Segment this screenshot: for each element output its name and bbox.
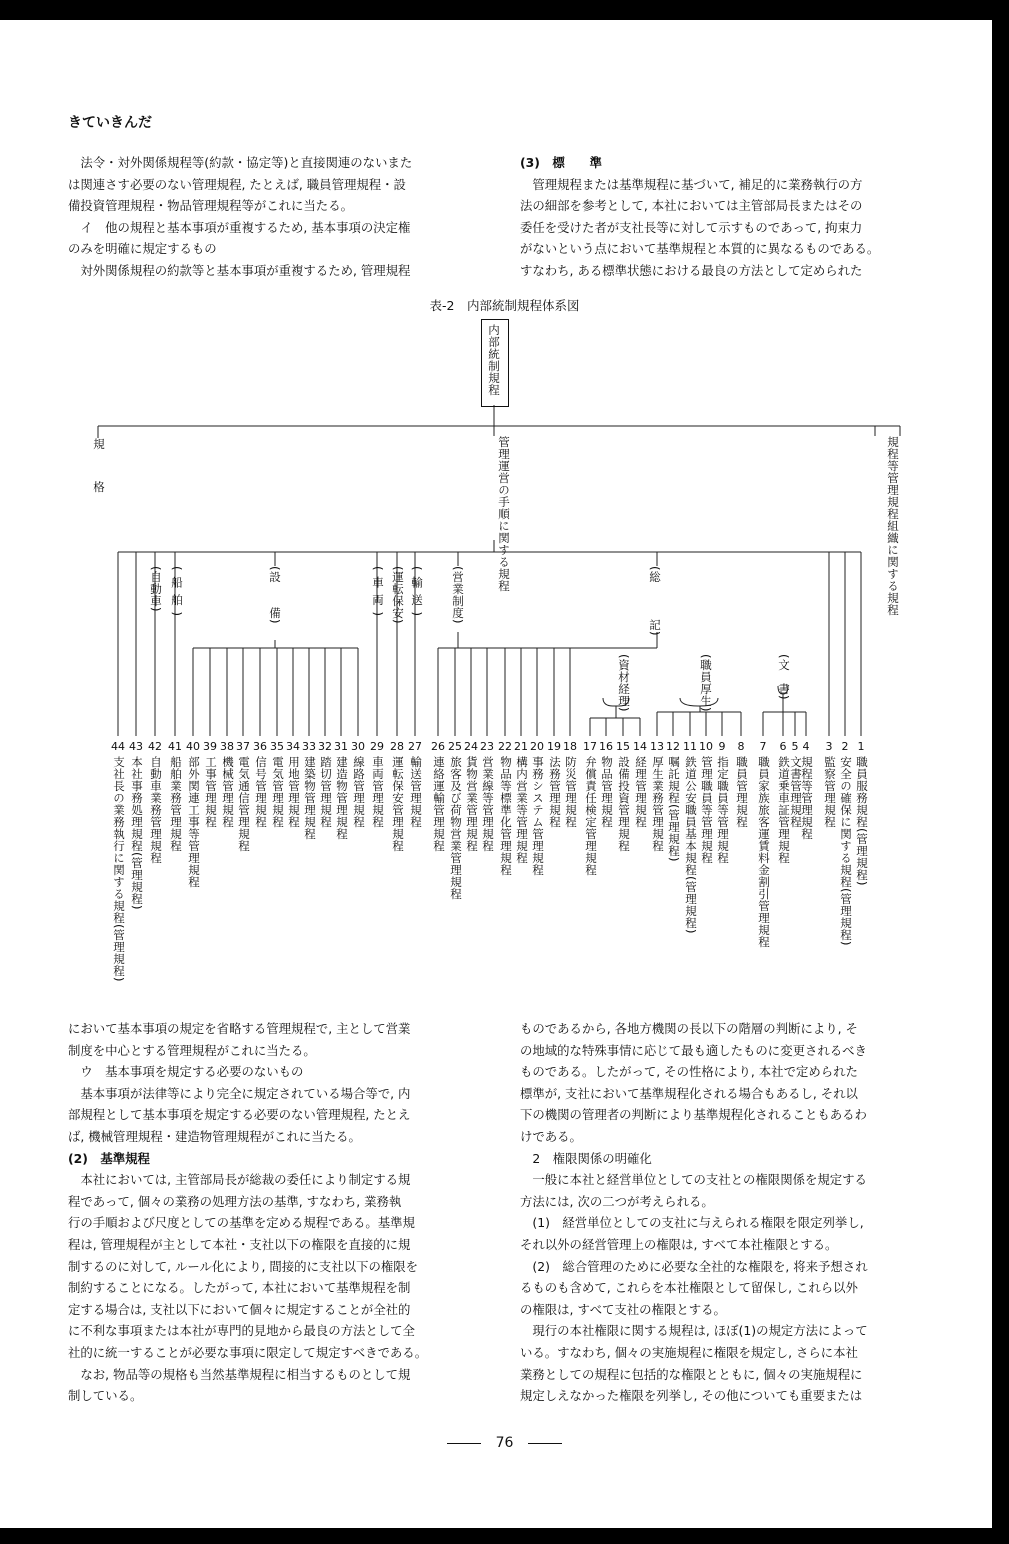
bottom-right-column [520,1018,868,1407]
leaf-label: 物品等標準化管理規程 [499,756,513,876]
leaf-label: 設備投資管理規程 [617,756,631,852]
leaf-number: 10 [699,740,713,753]
leaf-label: 建築物管理規程 [303,756,317,840]
leaf-label: 用地管理規程 [287,756,301,828]
leaf-number: 39 [203,740,217,753]
leaf-number: 15 [616,740,630,753]
leaf-label: 事務システム管理規程 [531,756,545,876]
group-yuso: (輸送) [410,566,424,622]
leaf-label: 監察管理規程 [823,756,837,828]
leaf-label: 構内営業等管理規程 [515,756,529,864]
group-unten: (運転保安) [391,566,405,624]
leaf-label: 運転保安管理規程 [391,756,405,852]
leaf-number: 44 [111,740,125,753]
section-heading: (2) 基準規程 [68,1150,150,1166]
group-sharyo: (車両) [371,566,385,622]
leaf-label: 安全の確保に関する規程(管理規程) [839,756,853,946]
text-line: 標準が, 支社において基準規程化される場合もあるし, それ以 [520,1085,858,1101]
page-number-rule-right [528,1443,562,1444]
text-line: ものである。したがって, その性格により, 本社で定められた [520,1064,858,1080]
text-line: のみを明確に規定するもの [68,241,217,257]
root-label: 内部統制規程 [487,324,501,396]
page-number: 76 [495,1435,514,1451]
leaf-label: 踏切管理規程 [319,756,333,828]
text-line: 制度を中心とする管理規程がこれに当たる。 [68,1042,316,1058]
leaf-label: 船舶業務管理規程 [169,756,183,852]
leaf-label: 本社事務処理規程(管理規程) [130,756,144,910]
leaf-number: 4 [802,740,810,753]
leaf-number: 35 [270,740,284,753]
leaf-number: 21 [514,740,528,753]
page-number-row [0,1435,1009,1451]
leaf-label: 旅客及び荷物営業管理規程 [449,756,463,900]
group-shokuin: (職員厚生) [699,654,713,712]
leaf-label: 機械管理規程 [221,756,235,828]
leaf-number: 18 [563,740,577,753]
leaf-number: 9 [718,740,726,753]
text-line: 制するのに対して, ルール化により, 間接的に支社以下の権限を [68,1258,419,1274]
text-line: 定する場合は, 支社以下において個々に規定することが全社的 [68,1301,411,1317]
leaf-label: 経理管理規程 [634,756,648,828]
leaf-label: 指定職員等管理規程 [716,756,730,864]
leaf-label: 職員服務規程(管理規程) [855,756,869,886]
text-line: 一般に本社と経営単位としての支社との権限関係を規定する [520,1172,867,1188]
text-line: に不利な事項または本社が専門的見地から最良の方法として全 [68,1323,415,1339]
text-line: それ以外の経営管理上の権限は, すべて本社権限とする。 [520,1236,838,1252]
text-line: なお, 物品等の規格も当然基準規程に相当するものとして規 [68,1366,411,1382]
text-line: 制約することになる。したがって, 本社において基準規程を制 [68,1280,411,1296]
text-line: イ 他の規程と基本事項が重複するため, 基本事項の決定権 [68,219,411,235]
group-eigyo: (営業制度) [451,566,465,624]
text-line: 委任を受けた者が支社長等に対して示すものであって, 拘束力 [520,219,863,235]
leaf-number: 22 [498,740,512,753]
leaf-number: 13 [650,740,664,753]
leaf-number: 28 [390,740,404,753]
leaf-number: 11 [683,740,697,753]
text-line: けである。 [520,1128,582,1144]
text-line: 制している。 [68,1388,143,1404]
group-bunsho: (文 書) [777,654,791,700]
text-line: 程は, 管理規程が主として本社・支社以下の権限を直接的に規 [68,1236,411,1252]
leaf-label: 鉄道乗車証管理規程 [777,756,791,864]
leaf-label: 貨物営業管理規程 [465,756,479,852]
text-line: 法令・対外関係規程等(約款・協定等)と直接関連のないまた [68,155,413,170]
leaf-number: 25 [448,740,462,753]
text-line: 下の機関の管理者の判断により基準規程化されることもあるわ [520,1107,867,1123]
leaf-number: 12 [666,740,680,753]
page-number-rule-left [447,1443,481,1444]
text-line: 対外関係規程の約款等と基本事項が重複するため, 管理規程 [68,262,411,278]
leaf-number: 36 [253,740,267,753]
text-line: 部規程として基本事項を規定する必要のない管理規程, たとえ [68,1107,411,1123]
text-line: において基本事項の規定を省略する管理規程で, 主として営業 [68,1021,411,1036]
text-line: 管理規程または基準規程に基づいて, 補足的に業務執行の方 [520,176,863,192]
leaf-number: 37 [236,740,250,753]
leaf-number: 32 [318,740,332,753]
leaf-label: 線路管理規程 [352,756,366,828]
text-line: 方法には, 次の二つが考えられる。 [520,1193,714,1209]
diagram-caption: 表-2 内部統制規程体系図 [429,298,580,313]
branch-kikaku: 規 格 [92,438,106,503]
text-line: 2 権限関係の明確化 [520,1150,652,1166]
leaf-number: 27 [408,740,422,753]
text-line: 社的に統一することが必要な事項に限定して規定すべきである。 [68,1344,428,1360]
leaf-label: 自動車業務管理規程 [149,756,163,864]
text-line: 規定しえなかった権限を列挙し, その他についても重要または [520,1388,863,1404]
text-line: ものであるから, 各地方機関の長以下の階層の判断により, そ [520,1021,858,1036]
leaf-label: 営業線等管理規程 [481,756,495,852]
text-line: 法の細部を参考として, 本社においては主管部局長またはその [520,198,863,214]
leaf-number: 23 [480,740,494,753]
text-line: ウ 基本事項を規定する必要のないもの [68,1064,304,1080]
leaf-label: 厚生業務管理規程 [651,756,665,852]
text-line: ば, 機械管理規程・建造物管理規程がこれに当たる。 [68,1128,361,1144]
leaf-label: 建造物管理規程 [335,756,349,840]
text-line: は関連さす必要のない管理規程, たとえば, 職員管理規程・設 [68,176,406,192]
leaf-number: 16 [599,740,613,753]
branch-kanri: 管理運営の手順に関する規程 [497,436,511,592]
group-senpaku: (船舶) [170,566,184,622]
leaf-number: 20 [530,740,544,753]
leaf-label: 弁償責任検定管理規程 [584,756,598,876]
text-line: 現行の本社権限に関する規程は, ほぼ(1)の規定方法によって [520,1323,868,1339]
text-line: の権限は, すべて支社の権限とする。 [520,1301,726,1317]
leaf-number: 42 [148,740,162,753]
text-line: 備投資管理規程・物品管理規程等がこれに当たる。 [68,198,353,214]
leaf-number: 31 [334,740,348,753]
leaf-number: 24 [464,740,478,753]
bottom-left-column [68,1018,427,1407]
leaf-label: 職員家族旅客運賃料金割引管理規程 [757,756,771,948]
leaf-label: 文書管理規程 [789,756,803,828]
leaf-label: 防災管理規程 [564,756,578,828]
leaf-number: 33 [302,740,316,753]
section-heading: (3) 標 準 [520,155,602,170]
leaf-label: 輸送管理規程 [409,756,423,828]
leaf-number: 30 [351,740,365,753]
leaf-number: 34 [286,740,300,753]
leaf-label: 支社長の業務執行に関する規程(管理規程) [112,756,126,982]
branch-soshiki: 規程等管理規程組織に関する規程 [886,436,900,616]
text-line: 本社においては, 主管部局長が総裁の委任により制定する規 [68,1172,411,1188]
leaf-number: 7 [759,740,767,753]
leaf-number: 8 [737,740,745,753]
leaf-label: 鉄道公安職員基本規程(管理規程) [684,756,698,934]
leaf-label: 工事管理規程 [204,756,218,828]
leaf-number: 41 [168,740,182,753]
leaf-number: 2 [841,740,849,753]
leaf-label: 連絡運輸管理規程 [432,756,446,852]
leaf-number: 17 [583,740,597,753]
text-line: (1) 経営単位としての支社に与えられる権限を限定列挙し, [520,1215,864,1231]
leaf-number: 1 [857,740,865,753]
leaf-number: 43 [129,740,143,753]
text-line: の地域的な特殊事情に応じて最も適したものに変更されるべき [520,1042,867,1058]
leaf-number: 5 [791,740,799,753]
leaf-label: 職員管理規程 [735,756,749,828]
leaf-number: 14 [633,740,647,753]
group-soki: (総 記) [648,566,662,636]
text-line: 行の手順および尺度としての基準を定める規程である。基準規 [68,1215,415,1231]
text-line: 基本事項が法律等により完全に規定されている場合等で, 内 [68,1085,411,1101]
text-line: すなわち, ある標準状態における最良の方法として定められた [520,262,863,278]
text-line: がないという点において基準規程と本質的に異なるものである。 [520,241,880,257]
leaf-number: 38 [220,740,234,753]
text-line: 程であって, 個々の業務の処理方法の基準, すなわち, 業務執 [68,1193,402,1209]
text-line: (2) 総合管理のために必要な全社的な権限を, 将来予想され [520,1258,868,1274]
group-setsubi: (設 備) [268,566,282,624]
leaf-label: 規程等管理規程 [800,756,814,840]
leaf-label: 部外関連工事等管理規程 [187,756,201,888]
text-line: いる。すなわち, 個々の実施規程に権限を規定し, さらに本社 [520,1344,858,1360]
leaf-label: 電気管理規程 [271,756,285,828]
leaf-number: 29 [370,740,384,753]
leaf-label: 信号管理規程 [254,756,268,828]
leaf-label: 電気通信管理規程 [237,756,251,852]
leaf-label: 法務管理規程 [548,756,562,828]
text-line: 業務としての規程に包括的な権限とともに, 個々の実施規程に [520,1366,863,1382]
group-shizai: (資材経理) [617,654,631,712]
group-jidosha: (自動車) [149,566,163,612]
leaf-number: 3 [825,740,833,753]
text-line: るものも含めて, これらを本社権限として留保し, これら以外 [520,1280,858,1296]
leaf-number: 26 [431,740,445,753]
leaf-number: 19 [547,740,561,753]
leaf-number: 40 [186,740,200,753]
page-header: きていきんだ [68,115,152,131]
leaf-label: 物品管理規程 [600,756,614,828]
leaf-label: 管理職員等管理規程 [700,756,714,864]
leaf-number: 6 [779,740,787,753]
leaf-label: 嘱託規程(管理規程) [667,756,681,862]
leaf-label: 車両管理規程 [371,756,385,828]
